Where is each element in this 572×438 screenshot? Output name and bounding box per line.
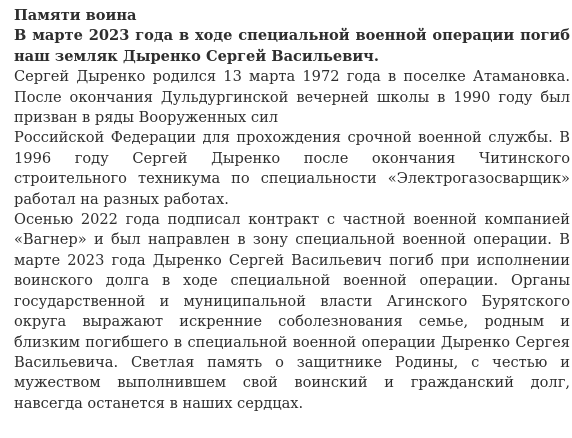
article-paragraph-1: Сергей Дыренко родился 13 марта 1972 года в поселке Атамановка. После окончания Дульдургинской вечерней школы в 1990 году был призван в ряды Вооруженных сил (14, 68, 570, 127)
article-lead: В марте 2023 года в ходе специальной военной операции погиб наш земляк Дыренко Сергей Васильевич. (14, 27, 570, 65)
article-paragraph-2: Российской Федерации для прохождения срочной военной службы. В 1996 году Сергей Дыренко после окончания Читинского строительного техникума по специальности «Электрогазосварщик» работал на разных работах. (14, 129, 570, 208)
article-paragraph-3: Осенью 2022 года подписал контракт с частной военной компанией «Вагнер» и был направлен в зону специальной военной операции. В марте 2023 года Дыренко Сергей Васильевич погиб при исполнении воинского долга в ходе специальной военной операции. Органы государственной и муниципальной власти Агинского Бурятского округа выражают искренние соболезнования семье, родным и близким погибшего в специальной военной операции Дыренко Сергея Васильевича. Светлая память о защитнике Родины, с честью и мужеством выполнившем свой воинский и гражданский долг, навсегда останется в наших сердцах. (14, 211, 570, 412)
article (14, 6, 570, 414)
article-title: Памяти воина (14, 7, 137, 24)
